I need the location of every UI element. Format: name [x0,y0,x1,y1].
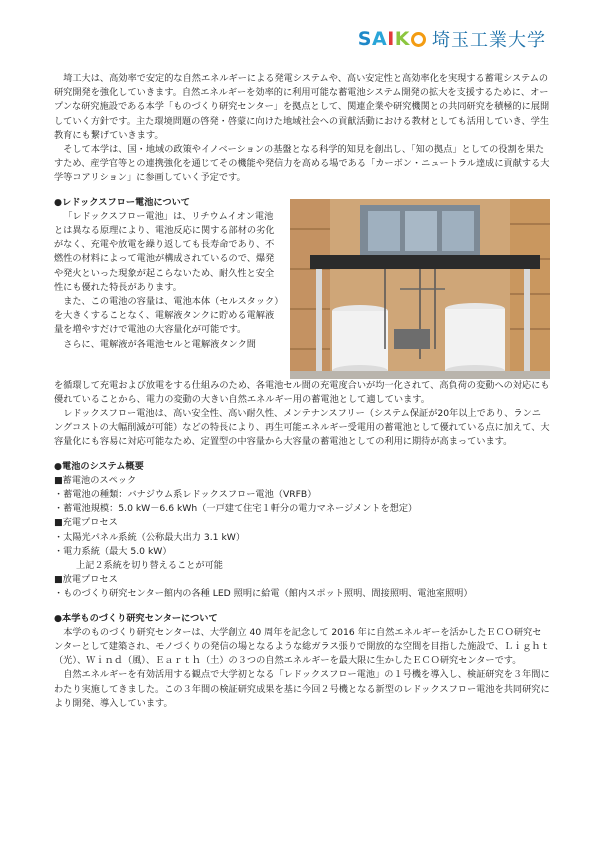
list-item: ・蓄電池規模：5.0 kW－6.6 kWh（一戸建て住宅１軒分の電力マネージメントを想定） [54,503,418,515]
research-center-paragraph-1: 本学のものづくり研究センターは、大学創立 40 周年を記念して 2016 年に自然エネルギーを活かしたＥＣＯ研究センターとして建築され、モノづくりの発信の場となるような総ガラス張りで開放的な空間を目指した施設で、Ｌｉｇｈｔ（光）、Ｗｉｎｄ（風）、Ｅａｒｔｈ（土）の３つの自然エネルギーを最大限に生かしたＥＣＯ研究センターです。 [54,626,550,667]
list-item: ・蓄電池の種類：バナジウム系レドックスフロー電池（VRFB） [54,489,317,501]
charge-process-list [54,531,550,559]
redox-flow-section [54,196,550,450]
university-name: 埼玉工業大学 [432,30,546,51]
list-item: ・太陽光パネル系統（公称最大出力 3.1 kW） [54,531,246,543]
logo-o-ring [411,32,426,47]
battery-photo [290,199,550,379]
discharge-process-title: ■放電プロセス [54,574,118,586]
redox-flow-paragraph-1: 「レドックスフロー電池」は、リチウムイオン電池とは異なる原理により、電池反応に関する部材の劣化がなく、充電や放電を繰り返しても長寿命であり、不燃性の材料によって電池が構成されているので、爆発や発火といった現象が起こらないため、耐久性と安全性にも優れた特長があります。 [54,210,275,293]
intro-paragraph-1: 埼工大は、高効率で安定的な自然エネルギーによる発電システムや、高い安定性と高効率化を実現する蓄電システムの研究開発を強化していきます。自然エネルギーを効率的に利用可能な蓄電池システム開発の拡大を支援するために、オープンな研究施設である本学「ものづくり研究センター」を拠点として、関連企業や研究機関との共同研究を積極的に展開していく方針です。主た環境問題の啓発・啓蒙に向けた地域社会への貢献活動における教材としても活用していき、学生教育にも繋げていきます。 [54,73,550,141]
redox-flow-paragraph-3-end: を循環して充電および放電をする仕組みのため、各電池セル間の充電度合いが均一化されて、高負荷の変動への対応にも優れていることから、電力の変動の大きい自然エネルギー用の蓄電池として適しています。 [54,379,550,405]
battery-spec-title: ■蓄電池のスペック [54,474,137,486]
redox-flow-paragraph-3-start: さらに、電解液が各電池セルと電解液タンク間 [63,338,256,350]
research-center-paragraph-2: 自然エネルギーを有効活用する観点で大学初となる「レドックスフロー電池」の１号機を導入し、検証研究を３年間にわたり実施してきました。この３年間の検証研究成果を基に今回２号機となる新型のレドックスフロー電池を共同研究により開発、導入しています。 [54,669,550,709]
university-logo [358,26,546,52]
charge-process-title: ■充電プロセス [54,517,118,529]
list-item: ・ものづくり研究センター館内の各種 LED 照明に給電（館内スポット照明、間接照明、電池室照明） [54,588,473,600]
document-body [54,72,550,711]
charge-process-note: 上記２系統を切り替えることが可能 [76,560,223,572]
system-overview-heading: ●電池のシステム概要 [54,460,144,472]
research-center-section [54,612,550,711]
redox-flow-heading: ●レドックスフロー電池について [54,196,190,208]
saiko-logo-mark: S A I K [358,28,426,50]
list-item: ・電力系統（最大 5.0 kW） [54,545,172,557]
system-overview-section [54,460,550,602]
intro-paragraph-2: そして本学は、国・地域の政策やイノベーションの基盤となる科学的知見を創出し、「知の拠点」としての役割を果たすため、産学官等との連携強化を通じてその機能や発信力を高める場である「カーボン・ニュートラル達成に貢献する大学等コアリション」に参画していく予定です。 [54,144,550,184]
redox-flow-intro-column [54,210,280,352]
battery-spec-list [54,488,550,516]
discharge-process-list [54,587,550,601]
redox-flow-paragraph-4: レドックスフロー電池は、高い安全性、高い耐久性、メンテナンスフリー（システム保証が20年以上であり、ランニングコストの大幅削減が可能）などの特長により、再生可能エネルギー受電用の蓄電池として優れている点に加えて、大容量化にも容易に対応可能なため、定置型の中容量から大容量の蓄電池としての利用に期待が高まっています。 [54,408,550,448]
redox-flow-paragraph-2: また、この電池の容量は、電池本体（セルスタック）を大きくすることなく、電解液タンクに貯める電解液量を増やすだけで電池の大容量化が可能です。 [54,296,279,336]
research-center-heading: ●本学ものづくり研究センターについて [54,612,218,624]
